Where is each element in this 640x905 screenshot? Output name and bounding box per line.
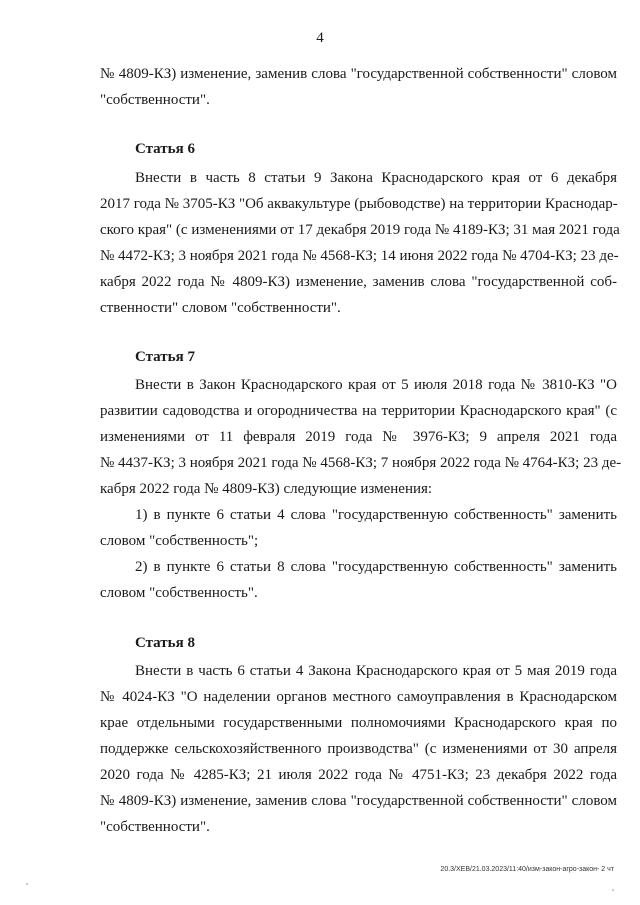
footer-document-code: 20.3/ХЕВ/21.03.2023/11:40/изм-закон-агро-закон- 2 чт <box>440 866 614 873</box>
article-6-line-2: 2017 года № 3705-КЗ "Об аквакультуре (рыбоводстве) на территории Краснодар- <box>100 196 618 212</box>
article-6-line-5: кабря 2022 года № 4809-КЗ) изменение, заменив слова "государственной соб- <box>100 274 617 290</box>
article-7-line-5: кабря 2022 года № 4809-КЗ) следующие изменения: <box>100 481 433 497</box>
article-8-line-6: № 4809-КЗ) изменение, заменив слова "государственной собственности" словом <box>100 793 617 809</box>
article-8-line-7: "собственности". <box>100 819 210 835</box>
article-8-heading: Статья 8 <box>135 635 195 651</box>
article-7-item-1-line-2: словом "собственность"; <box>100 533 259 549</box>
article-7-item-2-line-2: словом "собственность". <box>100 585 258 601</box>
article-6-heading: Статья 6 <box>135 141 195 157</box>
page-number: 4 <box>316 30 324 46</box>
article-7-line-3: изменениями от 11 февраля 2019 года № 3976-КЗ; 9 апреля 2021 года <box>100 429 617 445</box>
intro-line-1: № 4809-КЗ) изменение, заменив слова "государственной собственности" словом <box>100 66 617 82</box>
article-7-item-2-line-1: 2) в пункте 6 статьи 8 слова "государственную собственность" заменить <box>135 559 617 575</box>
article-7-line-2: развитии садоводства и огородничества на территории Краснодарского края" (с <box>100 403 617 419</box>
intro-line-2: "собственности". <box>100 92 210 108</box>
article-8-line-2: № 4024-КЗ "О наделении органов местного самоуправления в Краснодарском <box>100 689 617 705</box>
article-7-line-1: Внести в Закон Краснодарского края от 5 июля 2018 года № 3810-КЗ "О <box>135 377 617 393</box>
article-6-line-1: Внести в часть 8 статьи 9 Закона Краснодарского края от 6 декабря <box>135 170 617 186</box>
article-6-line-3: ского края" (с изменениями от 17 декабря 2019 года № 4189-КЗ; 31 мая 2021 года <box>100 222 620 238</box>
article-8-line-1: Внести в часть 6 статьи 4 Закона Краснодарского края от 5 мая 2019 года <box>135 663 617 679</box>
article-7-item-1-line-1: 1) в пункте 6 статьи 4 слова "государственную собственность" заменить <box>135 507 617 523</box>
article-7-line-4: № 4437-КЗ; 3 ноября 2021 года № 4568-КЗ; 7 ноября 2022 года № 4764-КЗ; 23 де- <box>100 455 622 471</box>
article-7-heading: Статья 7 <box>135 349 195 365</box>
article-6-line-4: № 4472-КЗ; 3 ноября 2021 года № 4568-КЗ; 14 июня 2022 года № 4704-КЗ; 23 де- <box>100 248 619 264</box>
scan-speck <box>612 889 614 891</box>
article-6-line-6: ственности" словом "собственности". <box>100 300 341 316</box>
scan-speck <box>26 883 28 885</box>
article-8-line-4: поддержке сельскохозяйственного производства" (с изменениями от 30 апреля <box>100 741 617 757</box>
article-8-line-3: крае отдельными государственными полномочиями Краснодарского края по <box>100 715 617 731</box>
article-8-line-5: 2020 года № 4285-КЗ; 21 июля 2022 года № 4751-КЗ; 23 декабря 2022 года <box>100 767 617 783</box>
